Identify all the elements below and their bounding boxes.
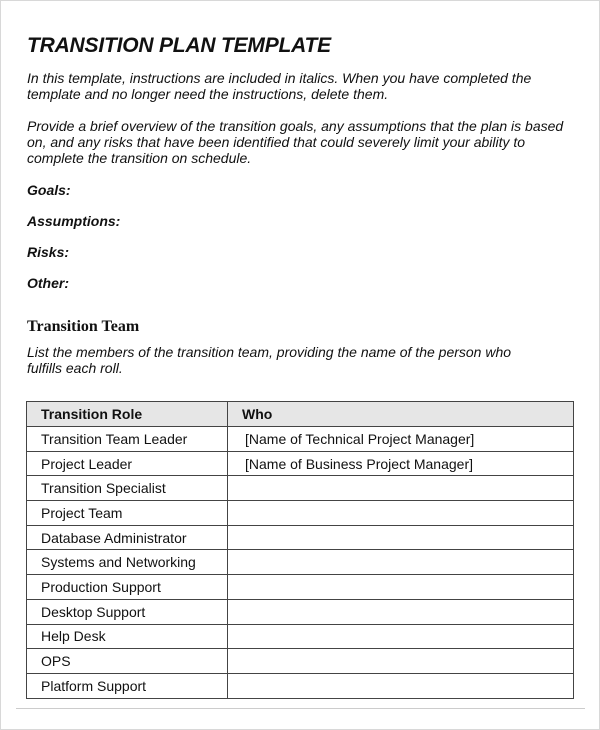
cell-who xyxy=(228,575,574,600)
cell-who xyxy=(228,649,574,674)
assumptions-label: Assumptions: xyxy=(27,213,121,229)
intro-paragraph-2: Provide a brief overview of the transition goals, any assumptions that the plan is based on, and any risks that have been identified that could severely limit your ability to complete the transition on schedule. xyxy=(27,118,564,166)
cell-who: [Name of Technical Project Manager] xyxy=(228,427,574,452)
risks-label: Risks: xyxy=(27,244,70,260)
cell-who xyxy=(228,501,574,526)
cell-who xyxy=(228,525,574,550)
table-row xyxy=(27,525,574,550)
cell-who xyxy=(228,476,574,501)
column-header-who: Who xyxy=(228,402,574,427)
transition-team-heading: Transition Team xyxy=(27,318,140,335)
table-header-row xyxy=(27,402,574,427)
cell-who xyxy=(228,599,574,624)
column-header-role: Transition Role xyxy=(27,402,228,427)
cell-role: Desktop Support xyxy=(27,599,228,624)
intro-paragraph-1: In this template, instructions are included in italics. When you have completed the template and no longer need the instructions, delete them. xyxy=(27,70,532,102)
table-row xyxy=(27,451,574,476)
table-row xyxy=(27,575,574,600)
other-label: Other: xyxy=(27,275,69,291)
table-row xyxy=(27,624,574,649)
cell-who: [Name of Business Project Manager] xyxy=(228,451,574,476)
transition-team-table xyxy=(26,401,574,699)
table-row xyxy=(27,599,574,624)
cell-role: Platform Support xyxy=(27,673,228,698)
cell-role: Transition Specialist xyxy=(27,476,228,501)
goals-label: Goals: xyxy=(27,182,71,198)
cell-who xyxy=(228,550,574,575)
cell-role: Help Desk xyxy=(27,624,228,649)
cell-role: Project Leader xyxy=(27,451,228,476)
cell-who xyxy=(228,624,574,649)
cell-who xyxy=(228,673,574,698)
page-bottom-rule xyxy=(16,708,585,709)
cell-role: Transition Team Leader xyxy=(27,427,228,452)
cell-role: Project Team xyxy=(27,501,228,526)
cell-role: Systems and Networking xyxy=(27,550,228,575)
cell-role: Production Support xyxy=(27,575,228,600)
document-title: TRANSITION PLAN TEMPLATE xyxy=(27,34,331,57)
table-row xyxy=(27,649,574,674)
table-row xyxy=(27,427,574,452)
table-row xyxy=(27,476,574,501)
table-row xyxy=(27,501,574,526)
cell-role: Database Administrator xyxy=(27,525,228,550)
team-instruction: List the members of the transition team, providing the name of the person who fulfills each roll. xyxy=(27,344,512,376)
table-row xyxy=(27,550,574,575)
table-row xyxy=(27,673,574,698)
cell-role: OPS xyxy=(27,649,228,674)
